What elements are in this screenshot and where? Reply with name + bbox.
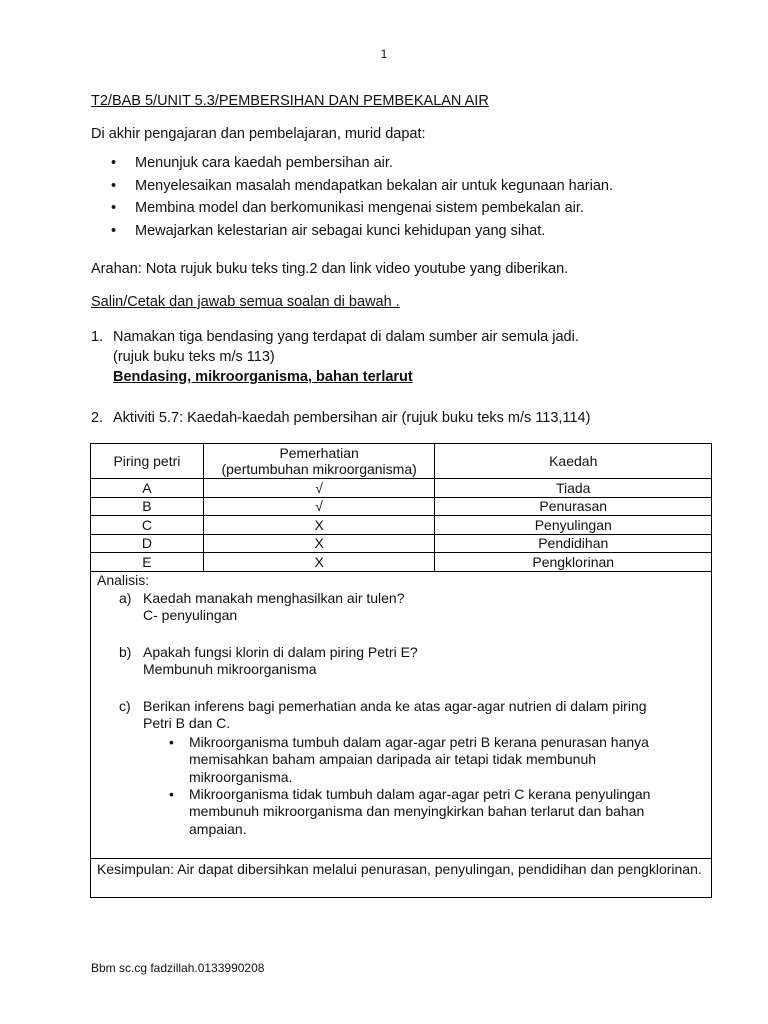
cell-kaedah: Pendidihan bbox=[435, 534, 712, 553]
objective-item: • Menunjuk cara kaedah pembersihan air. bbox=[91, 152, 613, 175]
objective-item: • Membina model dan berkomunikasi mengenai sistem pembekalan air. bbox=[91, 197, 613, 220]
header-piring: Piring petri bbox=[91, 444, 204, 479]
analysis-c-bullet-text: Mikroorganisma tidak tumbuh dalam agar-agar petri C kerana penyulingan membunuh mikroorganisma dan menyingkirkan bahan terlarut dan bahan ampaian. bbox=[189, 785, 651, 837]
header-kaedah: Kaedah bbox=[435, 444, 712, 479]
cell-pemerhatian: √ bbox=[203, 497, 435, 516]
cell-kaedah: Penyulingan bbox=[435, 516, 712, 535]
analysis-b-label: b) bbox=[119, 643, 132, 660]
analysis-cell bbox=[91, 571, 712, 858]
header-pemerhatian-line1: Pemerhatian bbox=[279, 445, 359, 461]
purification-table bbox=[90, 443, 712, 898]
question-number: 2. bbox=[91, 410, 104, 426]
cell-piring: A bbox=[91, 479, 204, 498]
table-row bbox=[91, 497, 712, 516]
intro-text: Di akhir pengajaran dan pembelajaran, murid dapat: bbox=[91, 126, 426, 142]
analysis-c-bullet-text: Mikroorganisma tumbuh dalam agar-agar petri B kerana penurasan hanya memisahkan baham ampaian daripada air tetapi tidak membunuh mikroorganisma. bbox=[189, 733, 649, 785]
header-pemerhatian bbox=[203, 444, 435, 479]
instruction-text: Arahan: Nota rujuk buku teks ting.2 dan link video youtube yang diberikan. bbox=[91, 261, 569, 277]
table-row bbox=[91, 534, 712, 553]
cell-pemerhatian: √ bbox=[203, 479, 435, 498]
cell-piring: B bbox=[91, 497, 204, 516]
question-text: Namakan tiga bendasing yang terdapat di dalam sumber air semula jadi. bbox=[113, 329, 579, 345]
analysis-c-label: c) bbox=[119, 697, 131, 714]
analysis-c-question-line2: Petri B dan C. bbox=[143, 715, 231, 731]
cell-kaedah: Penurasan bbox=[435, 497, 712, 516]
question-answer: Bendasing, mikroorganisma, bahan terlarut bbox=[113, 369, 413, 385]
cell-piring: C bbox=[91, 516, 204, 535]
analysis-row bbox=[91, 571, 712, 858]
cell-pemerhatian: X bbox=[203, 534, 435, 553]
cell-kaedah: Tiada bbox=[435, 479, 712, 498]
objective-item: • Menyelesaikan masalah mendapatkan bekalan air untuk kegunaan harian. bbox=[91, 175, 613, 198]
analysis-label: Analisis: bbox=[97, 571, 150, 588]
cell-piring: E bbox=[91, 553, 204, 572]
header-pemerhatian-line2: (pertumbuhan mikroorganisma) bbox=[221, 461, 417, 477]
cell-kaedah: Pengklorinan bbox=[435, 553, 712, 572]
cell-pemerhatian: X bbox=[203, 553, 435, 572]
conclusion-cell: Kesimpulan: Air dapat dibersihkan melalui penurasan, penyulingan, pendidihan dan pengklorinan. bbox=[91, 858, 712, 897]
question-reference: (rujuk buku teks m/s 113) bbox=[113, 349, 275, 365]
analysis-a-answer: C- penyulingan bbox=[143, 607, 238, 623]
analysis-b-question: Apakah fungsi klorin di dalam piring Petri E? bbox=[143, 643, 418, 660]
conclusion-row bbox=[91, 858, 712, 897]
question-number: 1. bbox=[91, 329, 104, 345]
table-row bbox=[91, 516, 712, 535]
table-row bbox=[91, 553, 712, 572]
task-text: Salin/Cetak dan jawab semua soalan di bawah . bbox=[91, 294, 400, 310]
question-text: Aktiviti 5.7: Kaedah-kaedah pembersihan air (rujuk buku teks m/s 113,114) bbox=[113, 410, 591, 426]
bullet-dot: • bbox=[169, 785, 174, 802]
analysis-c-question-line1: Berikan inferens bagi pemerhatian anda ke atas agar-agar nutrien di dalam piring bbox=[143, 697, 647, 714]
page-number: 1 bbox=[380, 47, 388, 61]
objectives-list bbox=[91, 152, 613, 242]
table-row bbox=[91, 479, 712, 498]
analysis-a-question: Kaedah manakah menghasilkan air tulen? bbox=[143, 589, 405, 606]
bullet-dot: • bbox=[169, 733, 174, 750]
table-header-row bbox=[91, 444, 712, 479]
cell-pemerhatian: X bbox=[203, 516, 435, 535]
cell-piring: D bbox=[91, 534, 204, 553]
objective-item: • Mewajarkan kelestarian air sebagai kunci kehidupan yang sihat. bbox=[91, 220, 613, 243]
analysis-b-answer: Membunuh mikroorganisma bbox=[143, 661, 317, 677]
page-title: T2/BAB 5/UNIT 5.3/PEMBERSIHAN DAN PEMBEKALAN AIR bbox=[91, 93, 489, 109]
analysis-a-label: a) bbox=[119, 589, 132, 606]
footer-text: Bbm sc.cg fadzillah.0133990208 bbox=[91, 961, 265, 975]
